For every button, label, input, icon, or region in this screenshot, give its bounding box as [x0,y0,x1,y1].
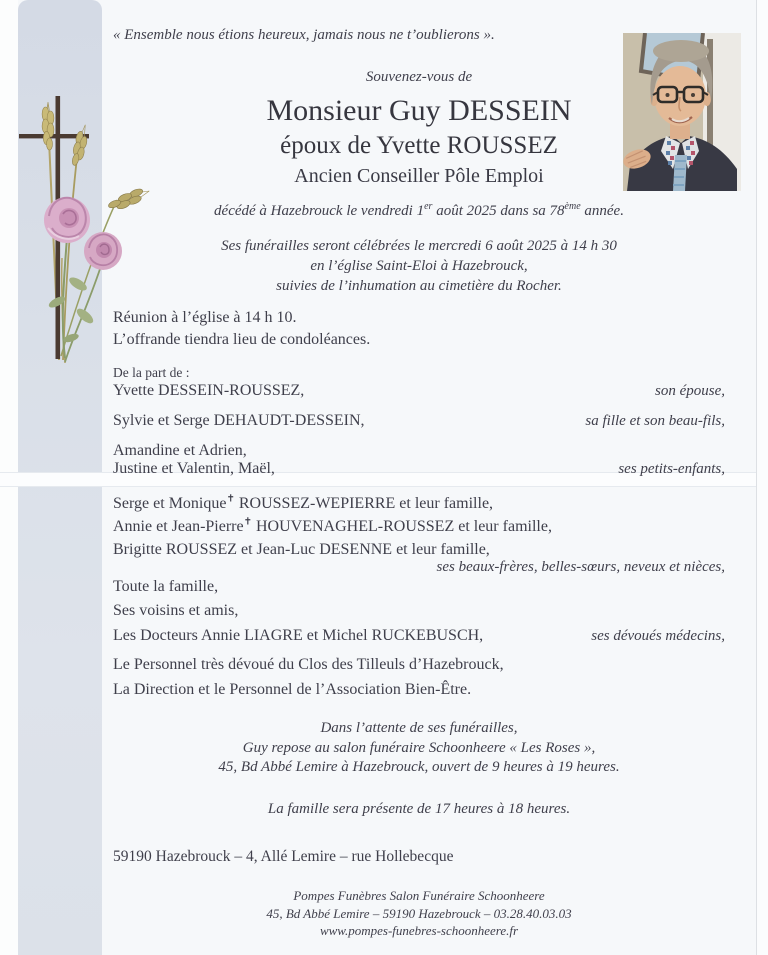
family-row [113,601,725,621]
presence-line: La famille sera présente de 17 heures à 18 heures. [267,801,571,817]
death-line-part: août 2025 dans sa 78 [432,203,565,219]
wake-line: Dans l’attente de ses funérailles, [320,720,518,736]
funeral-home-name: Pompes Funèbres Salon Funéraire Schoonheere [293,888,545,903]
ordinal-superscript: er [424,201,433,212]
family-row [113,680,725,700]
family-names-part: Annie et Jean-Pierre [113,518,244,535]
family-row [113,577,725,597]
death-line [113,201,725,221]
ordinal-superscript: ème [564,201,581,212]
family-row [113,459,725,479]
family-row [113,441,725,461]
family-row [113,655,725,675]
relation-label: ses beaux-frères, belles-sœurs, neveux et nièces, [436,559,725,575]
family-names [113,494,493,514]
family-names: Le Personnel très dévoué du Clos des Tilleuls d’Hazebrouck, [113,656,504,673]
family-names: Toute la famille, [113,578,219,595]
memorial-quote: « Ensemble nous étions heureux, jamais nous ne t’oublierons ». [113,27,495,43]
family-names: Sylvie et Serge DEHAUDT-DESSEIN, [113,412,365,429]
funeral-home-address: 45, Bd Abbé Lemire – 59190 Hazebrouck – 03.28.40.03.03 [266,906,572,921]
relation-label: ses petits-enfants, [618,461,725,477]
family-row [113,517,725,537]
intro-line: Souvenez-vous de [365,69,473,85]
deceased-cross-symbol: ✝ [226,493,235,505]
deceased-cross-symbol: ✝ [243,516,252,528]
wake-line: Guy repose au salon funéraire Schoonheere « Les Roses », [242,740,596,756]
family-names-part: Serge et Monique [113,495,227,512]
deceased-name: Monsieur Guy DESSEIN [266,94,572,127]
from-label: De la part de : [113,365,190,380]
document-text [113,0,725,955]
address-line: 59190 Hazebrouck – 4, Allé Lemire – rue Hollebecque [113,848,454,865]
scan-right-edge [756,0,768,955]
spouse-line: époux de Yvette ROUSSEZ [280,132,558,159]
family-row [113,626,725,646]
reunion-line: Réunion à l’église à 14 h 10. [113,309,297,326]
offering-line: L’offrande tiendra lieu de condoléances. [113,331,371,348]
family-row [113,557,725,577]
family-names: Justine et Valentin, Maël, [113,460,275,477]
family-row [113,494,725,514]
family-row [113,381,725,401]
family-names: La Direction et le Personnel de l’Association Bien-Être. [113,681,472,698]
family-row [113,411,725,431]
family-names-part: ROUSSEZ-WEPIERRE et leur famille, [234,495,494,512]
family-names: Les Docteurs Annie LIAGRE et Michel RUCKEBUSCH, [113,627,484,644]
funeral-home-website: www.pompes-funebres-schoonheere.fr [319,923,519,938]
relation-label: son épouse, [655,383,725,399]
family-names-part: HOUVENAGHEL-ROUSSEZ et leur famille, [252,518,552,535]
family-names: Amandine et Adrien, [113,442,247,459]
relation-label: ses dévoués médecins, [591,628,725,644]
relation-label: sa fille et son beau-fils, [585,413,725,429]
death-line-part: année. [580,203,624,219]
occupation-line: Ancien Conseiller Pôle Emploi [294,165,544,187]
ceremony-line: suivies de l’inhumation au cimetière du Rocher. [276,278,562,294]
wake-line: 45, Bd Abbé Lemire à Hazebrouck, ouvert de 9 heures à 19 heures. [218,759,620,775]
family-names: Brigitte ROUSSEZ et Jean-Luc DESENNE et leur famille, [113,541,490,558]
family-names: Ses voisins et amis, [113,602,239,619]
death-line-part: décédé à Hazebrouck le vendredi 1 [214,203,425,219]
family-names [113,517,552,537]
ceremony-line: Ses funérailles seront célébrées le mercredi 6 août 2025 à 14 h 30 [221,238,617,254]
family-names: Yvette DESSEIN-ROUSSEZ, [113,382,305,399]
ceremony-line: en l’église Saint-Eloi à Hazebrouck, [310,258,528,274]
